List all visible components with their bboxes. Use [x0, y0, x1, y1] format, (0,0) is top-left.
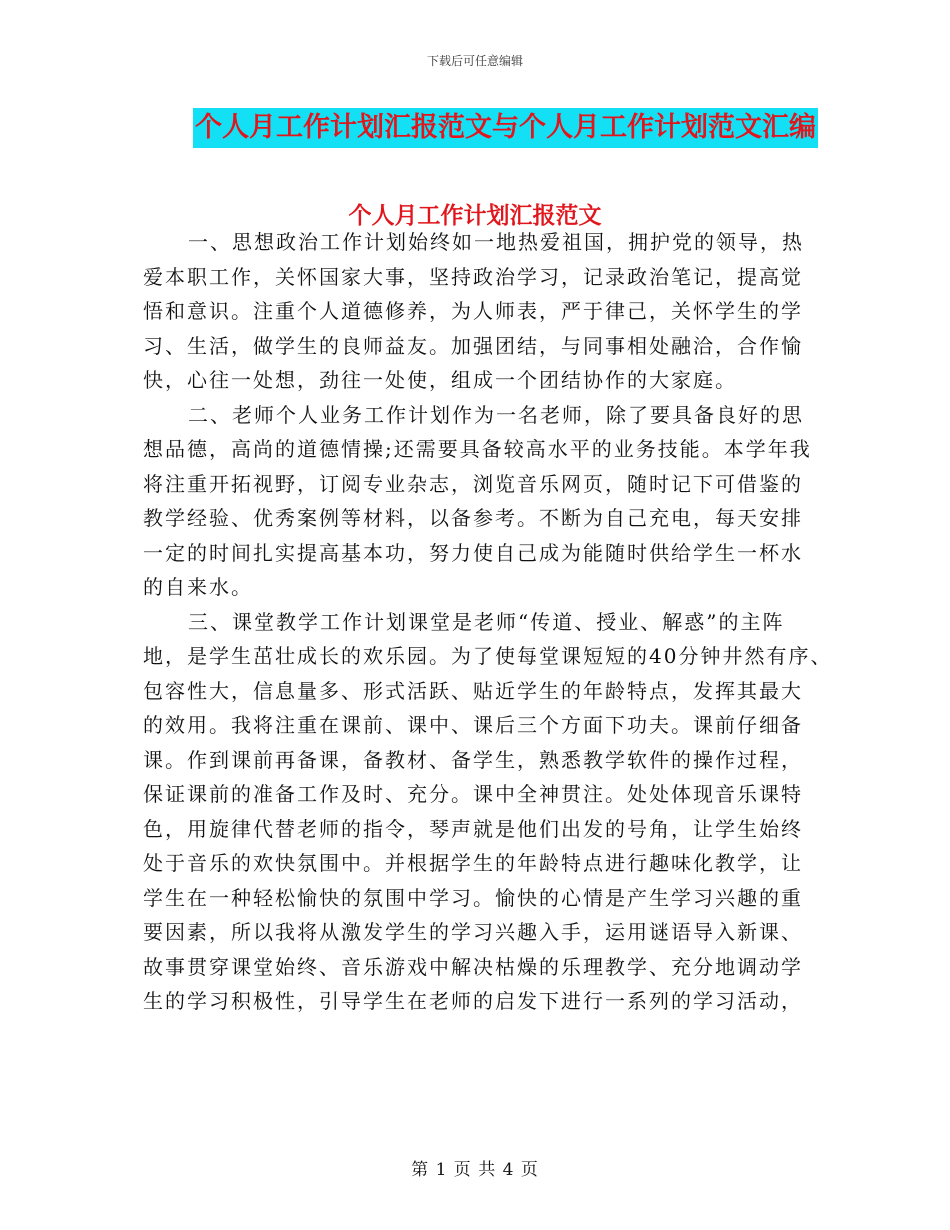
paragraph-2-line-6: 的自来水。: [143, 575, 253, 599]
paragraph-1-line-3: 悟和意识。注重个人道德修养，为人师表，严于律己，关怀学生的学: [143, 299, 803, 323]
paragraph-1-line-4: 习、生活，做学生的良师益友。加强团结，与同事相处融洽，合作愉: [143, 333, 803, 358]
paragraph-2-line-4: 教学经验、优秀案例等材料，以备参考。不断为自己充电，每天安排: [143, 506, 803, 530]
paragraph-3-line-10: 要因素，所以我将从激发学生的学习兴趣入手，运用谜语导入新课、: [143, 920, 803, 944]
paragraph-2-line-1: 二、老师个人业务工作计划作为一名老师，除了要具备良好的思: [188, 402, 804, 427]
paragraph-3-line-12: 生的学习积极性，引导学生在老师的启发下进行一系列的学习活动，: [143, 989, 803, 1013]
document-body: [143, 225, 833, 1019]
paragraph-1-line-5: 快，心往一处想，劲往一处使，组成一个团结协作的大家庭。: [143, 368, 737, 392]
paragraph-3-line-6: 保证课前的准备工作及时、充分。课中全神贯注。处处体现音乐课特: [143, 782, 803, 806]
paragraph-3-line-11: 故事贯穿课堂始终、音乐游戏中解决枯燥的乐理教学、充分地调动学: [143, 954, 803, 979]
paragraph-2-line-2: 想品德，高尚的道德情操;还需要具备较高水平的业务技能。本学年我: [143, 437, 812, 461]
paragraph-1-line-1: 一、思想政治工作计划始终如一地热爱祖国，拥护党的领导，热: [188, 230, 804, 254]
page-header-note: 下载后可任意编辑: [426, 54, 523, 68]
paragraph-2-line-3: 将注重开拓视野，订阅专业杂志，浏览音乐网页，随时记下可借鉴的: [143, 471, 803, 496]
paragraph-3-line-1: 三、课堂教学工作计划课堂是老师“传道、授业、解惑”的主阵: [188, 609, 785, 634]
section-title: 个人月工作计划汇报范文: [348, 202, 602, 229]
page-footer-page-number: 第 1 页 共 4 页: [411, 1160, 539, 1180]
paragraph-3-line-8: 处于音乐的欢快氛围中。并根据学生的年龄特点进行趣味化教学，让: [143, 851, 803, 875]
document-main-title: 个人月工作计划汇报范文与个人月工作计划范文汇编: [193, 108, 818, 148]
paragraph-1-line-2: 爱本职工作，关怀国家大事，坚持政治学习，记录政治笔记，提高觉: [143, 264, 803, 289]
paragraph-3-line-9: 学生在一种轻松愉快的氛围中学习。愉快的心情是产生学习兴趣的重: [143, 885, 803, 910]
paragraph-2-line-5: 一定的时间扎实提高基本功，努力使自己成为能随时供给学生一杯水: [143, 540, 803, 565]
paragraph-3-line-7: 色，用旋律代替老师的指令，琴声就是他们出发的号角，让学生始终: [143, 816, 803, 841]
paragraph-3-line-4: 的效用。我将注重在课前、课中、课后三个方面下功夫。课前仔细备: [143, 713, 803, 737]
paragraph-3-line-3: 包容性大，信息量多、形式活跃、贴近学生的年龄特点，发挥其最大: [143, 678, 803, 703]
paragraph-3-line-2: 地，是学生茁壮成长的欢乐园。为了使每堂课短短的40分钟井然有序、: [143, 644, 833, 668]
paragraph-3-line-5: 课。作到课前再备课，备教材、备学生，熟悉教学软件的操作过程，: [143, 747, 803, 772]
